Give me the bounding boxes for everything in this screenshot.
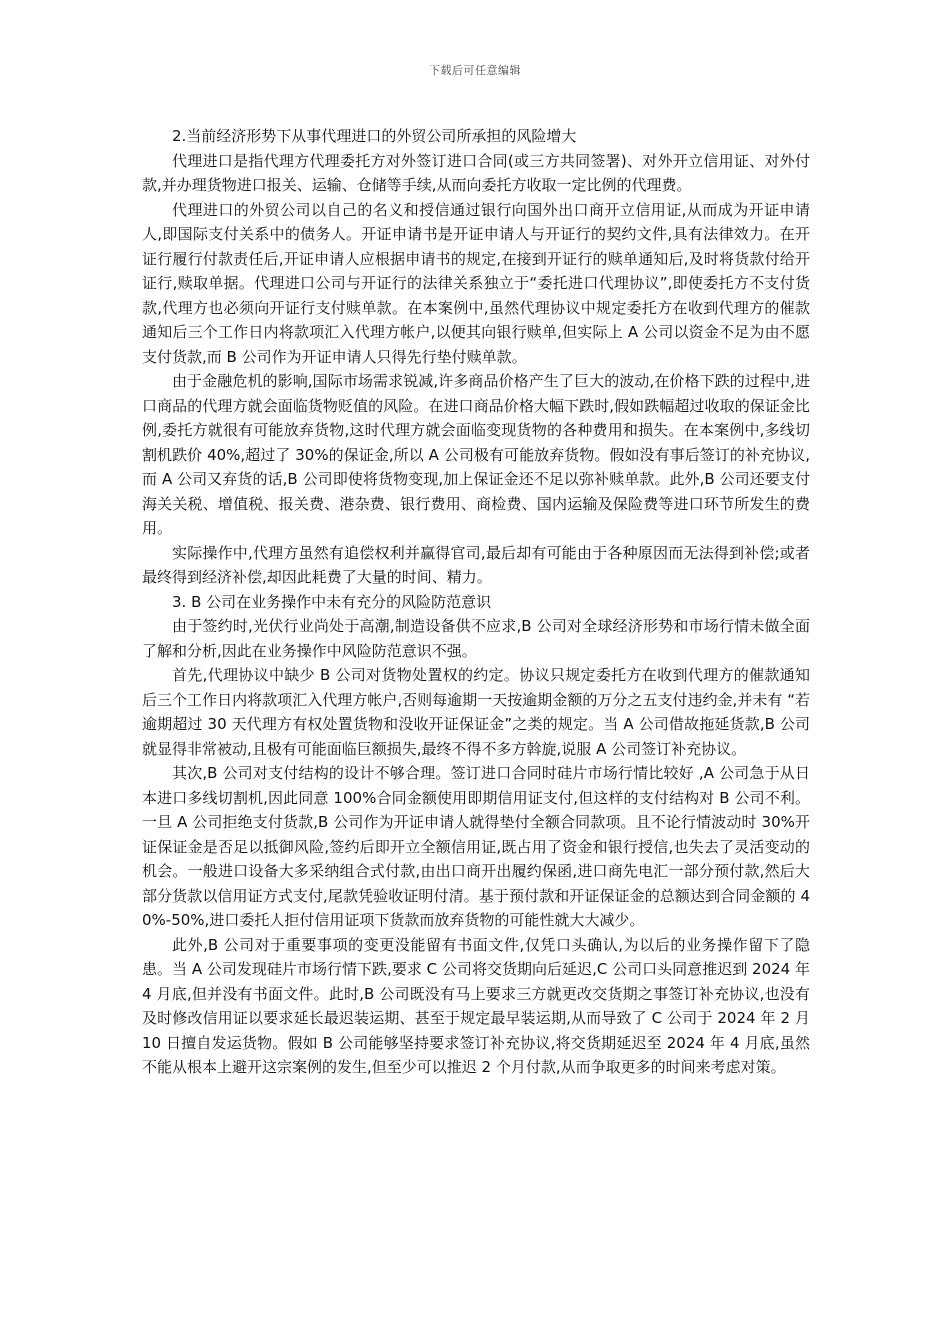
paragraph-signing: 由于签约时,光伏行业尚处于高潮,制造设备供不应求,B 公司对全球经济形势和市场行情未做全面了解和分析,因此在业务操作中风险防范意识不强。 (142, 617, 810, 660)
paragraph-moreover: 此外,B 公司对于重要事项的变更没能留有书面文件,仅凭口头确认,为以后的业务操作留下了隐患。当 A 公司发现硅片市场行情下跌,要求 C 公司将交货期向后延迟,C 公司口头同意推迟到 2024 年 4 月底,但并没有书面文件。此时,B 公司既没有马上要求三方就更改交货期之事签订补充协议,也没有及时修改信用证以要求延长最迟装运期、甚至于规定最早装运期,从而导致了 C 公司于 2024 年 2 月 10 日擅自发运货物。假如 B 公司能够坚持要求签订补充协议,将交货期延迟至 2024 年 4 月底,虽然不能从根本上避开这宗案例的发生,但至少可以推迟 2 个月付款,从而争取更多的时间来考虑对策。 (142, 935, 810, 1076)
page-header-note: 下载后可任意编辑 (429, 64, 521, 77)
section-heading-3: 3. B 公司在业务操作中未有充分的风险防范意识 (172, 592, 492, 611)
document-body (142, 124, 810, 1080)
paragraph-practice: 实际操作中,代理方虽然有追偿权利并赢得官司,最后却有可能由于各种原因而无法得到补偿;或者最终得到经济补偿,却因此耗费了大量的时间、精力。 (142, 543, 810, 586)
paragraph-applicant: 代理进口的外贸公司以自己的名义和授信通过银行向国外出口商开立信用证,从而成为开证申请人,即国际支付关系中的债务人。开证申请书是开证申请人与开证行的契约文件,具有法律效力。在开证行履行付款责任后,开证申请人应根据申请书的规定,在接到开证行的赎单通知后,及时将货款付给开证行,赎取单据。代理进口公司与开证行的法律关系独立于“委托进口代理协议”,即使委托方不支付货款,代理方也必须向开证行支付赎单款。在本案例中,虽然代理协议中规定委托方在收到代理方的催款通知后三个工作日内将款项汇入代理方帐户,以便其向银行赎单,但实际上 A 公司以资金不足为由不愿支付货款,而 B 公司作为开证申请人只得先行垫付赎单款。 (142, 200, 810, 366)
paragraph-first: 首先,代理协议中缺少 B 公司对货物处置权的约定。协议只规定委托方在收到代理方的催款通知后三个工作日内将款项汇入代理方帐户,否则每逾期一天按逾期金额的万分之五支付违约金,并未有 “若逾期超过 30 天代理方有权处置货物和没收开证保证金”之类的规定。当 A 公司借故拖延货款,B 公司就显得非常被动,且极有可能面临巨额损失,最终不得不多方斡旋,说服 A 公司签订补充协议。 (142, 666, 810, 758)
paragraph-second: 其次,B 公司对支付结构的设计不够合理。签订进口合同时硅片市场行情比较好 ,A 公司急于从日本进口多线切割机,因此同意 100%合同金额使用即期信用证支付,但这样的支付结构对 B 公司不利。一旦 A 公司拒绝支付货款,B 公司作为开证申请人就得垫付全额合同款项。且不论行情波动时 30%开证保证金是否足以抵御风险,签约后即开立全额信用证,既占用了资金和银行授信,也失去了灵活变动的机会。一般进口设备大多采纳组合式付款,由出口商开出履约保函,进口商先电汇一部分预付款,然后大部分货款以信用证方式支付,尾款凭验收证明付清。基于预付款和开证保证金的总额达到合同金额的 40%-50%,进口委托人拒付信用证项下货款而放弃货物的可能性就大大减少。 (142, 764, 810, 929)
paragraph-financial-crisis: 由于金融危机的影响,国际市场需求锐减,许多商品价格产生了巨大的波动,在价格下跌的过程中,进口商品的代理方就会面临货物贬值的风险。在进口商品价格大幅下跌时,假如跌幅超过收取的保证金比例,委托方就很有可能放弃货物,这时代理方就会面临变现货物的各种费用和损失。在本案例中,多线切割机跌价 40%,超过了 30%的保证金,所以 A 公司极有可能放弃货物。假如没有事后签订的补充协议,而 A 公司又弃货的话,B 公司即使将货物变现,加上保证金还不足以弥补赎单款。此外,B 公司还要支付海关关税、增值税、报关费、港杂费、银行费用、商检费、国内运输及保险费等进口环节所发生的费用。 (142, 372, 810, 537)
section-heading-2: 2.当前经济形势下从事代理进口的外贸公司所承担的风险增大 (172, 127, 577, 145)
paragraph-definition: 代理进口是指代理方代理委托方对外签订进口合同(或三方共同签署)、对外开立信用证、对外付款,并办理货物进口报关、运输、仓储等手续,从而向委托方收取一定比例的代理费。 (142, 151, 810, 194)
